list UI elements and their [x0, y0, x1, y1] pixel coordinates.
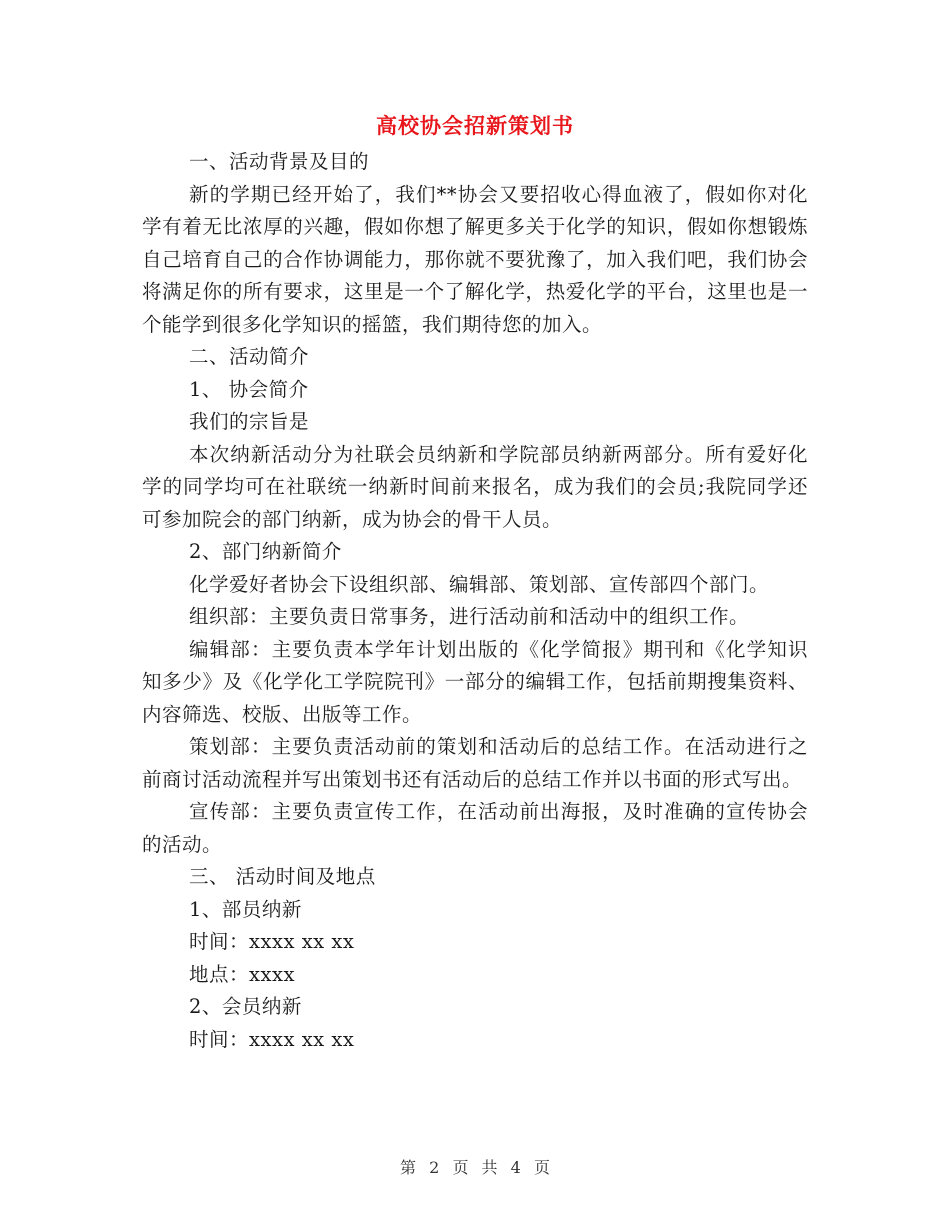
footer-label-unit: 页 — [452, 1158, 469, 1177]
subsection-heading: 1、部员纳新 — [189, 897, 302, 921]
body-paragraph: 本次纳新活动分为社联会员纳新和学院部员纳新两部分。所有爱好化学的同学均可在社联统一纳新时间前来报名，成为我们的会员;我院同学还可参加院会的部门纳新，成为协会的骨干人员。 — [142, 442, 808, 531]
footer-label-unit2: 页 — [533, 1158, 550, 1177]
page-footer — [0, 1155, 950, 1178]
body-paragraph: 宣传部：主要负责宣传工作，在活动前出海报，及时准确的宣传协会的活动。 — [142, 800, 808, 856]
body-paragraph: 地点：xxxx — [189, 962, 295, 986]
body-paragraph: 时间：xxxx xx xx — [189, 930, 355, 953]
body-paragraph: 组织部：主要负责日常事务，进行活动前和活动中的组织工作。 — [189, 605, 750, 628]
body-paragraph: 我们的宗旨是 — [189, 410, 310, 433]
body-paragraph: 编辑部：主要负责本学年计划出版的《化学简报》期刊和《化学知识知多少》及《化学化工学院院刊》一部分的编辑工作，包括前期搜集资料、内容筛选、校版、出版等工作。 — [142, 637, 808, 726]
body-paragraph: 化学爱好者协会下设组织部、编辑部、策划部、宣传部四个部门。 — [189, 572, 770, 596]
footer-current-page: 2 — [429, 1158, 440, 1177]
section-heading: 二、活动简介 — [189, 345, 310, 368]
subsection-heading: 2、会员纳新 — [189, 995, 302, 1018]
footer-total-pages: 4 — [510, 1158, 521, 1177]
body-paragraph: 时间：xxxx xx xx — [189, 1027, 355, 1051]
subsection-heading: 1、 协会简介 — [189, 377, 309, 401]
subsection-heading: 2、部门纳新简介 — [189, 540, 342, 563]
section-heading: 一、活动背景及目的 — [189, 150, 370, 173]
footer-label-total: 共 — [481, 1158, 498, 1177]
document-body — [142, 146, 808, 1056]
body-paragraph: 策划部：主要负责活动前的策划和活动后的总结工作。在活动进行之前商讨活动流程并写出策划书还有活动后的总结工作并以书面的形式写出。 — [142, 735, 808, 791]
section-heading: 三、 活动时间及地点 — [189, 865, 376, 888]
document-title: 高校协会招新策划书 — [376, 113, 574, 138]
body-paragraph: 新的学期已经开始了，我们**协会又要招收心得血液了，假如你对化学有着无比浓厚的兴趣，假如你想了解更多关于化学的知识，假如你想锻炼自己培育自己的合作协调能力，那你就不要犹豫了，加入我们吧，我们协会将满足你的所有要求，这里是一个了解化学，热爱化学的平台，这里也是一个能学到很多化学知识的摇篮，我们期待您的加入。 — [142, 182, 808, 336]
footer-label-page: 第 — [400, 1158, 417, 1177]
